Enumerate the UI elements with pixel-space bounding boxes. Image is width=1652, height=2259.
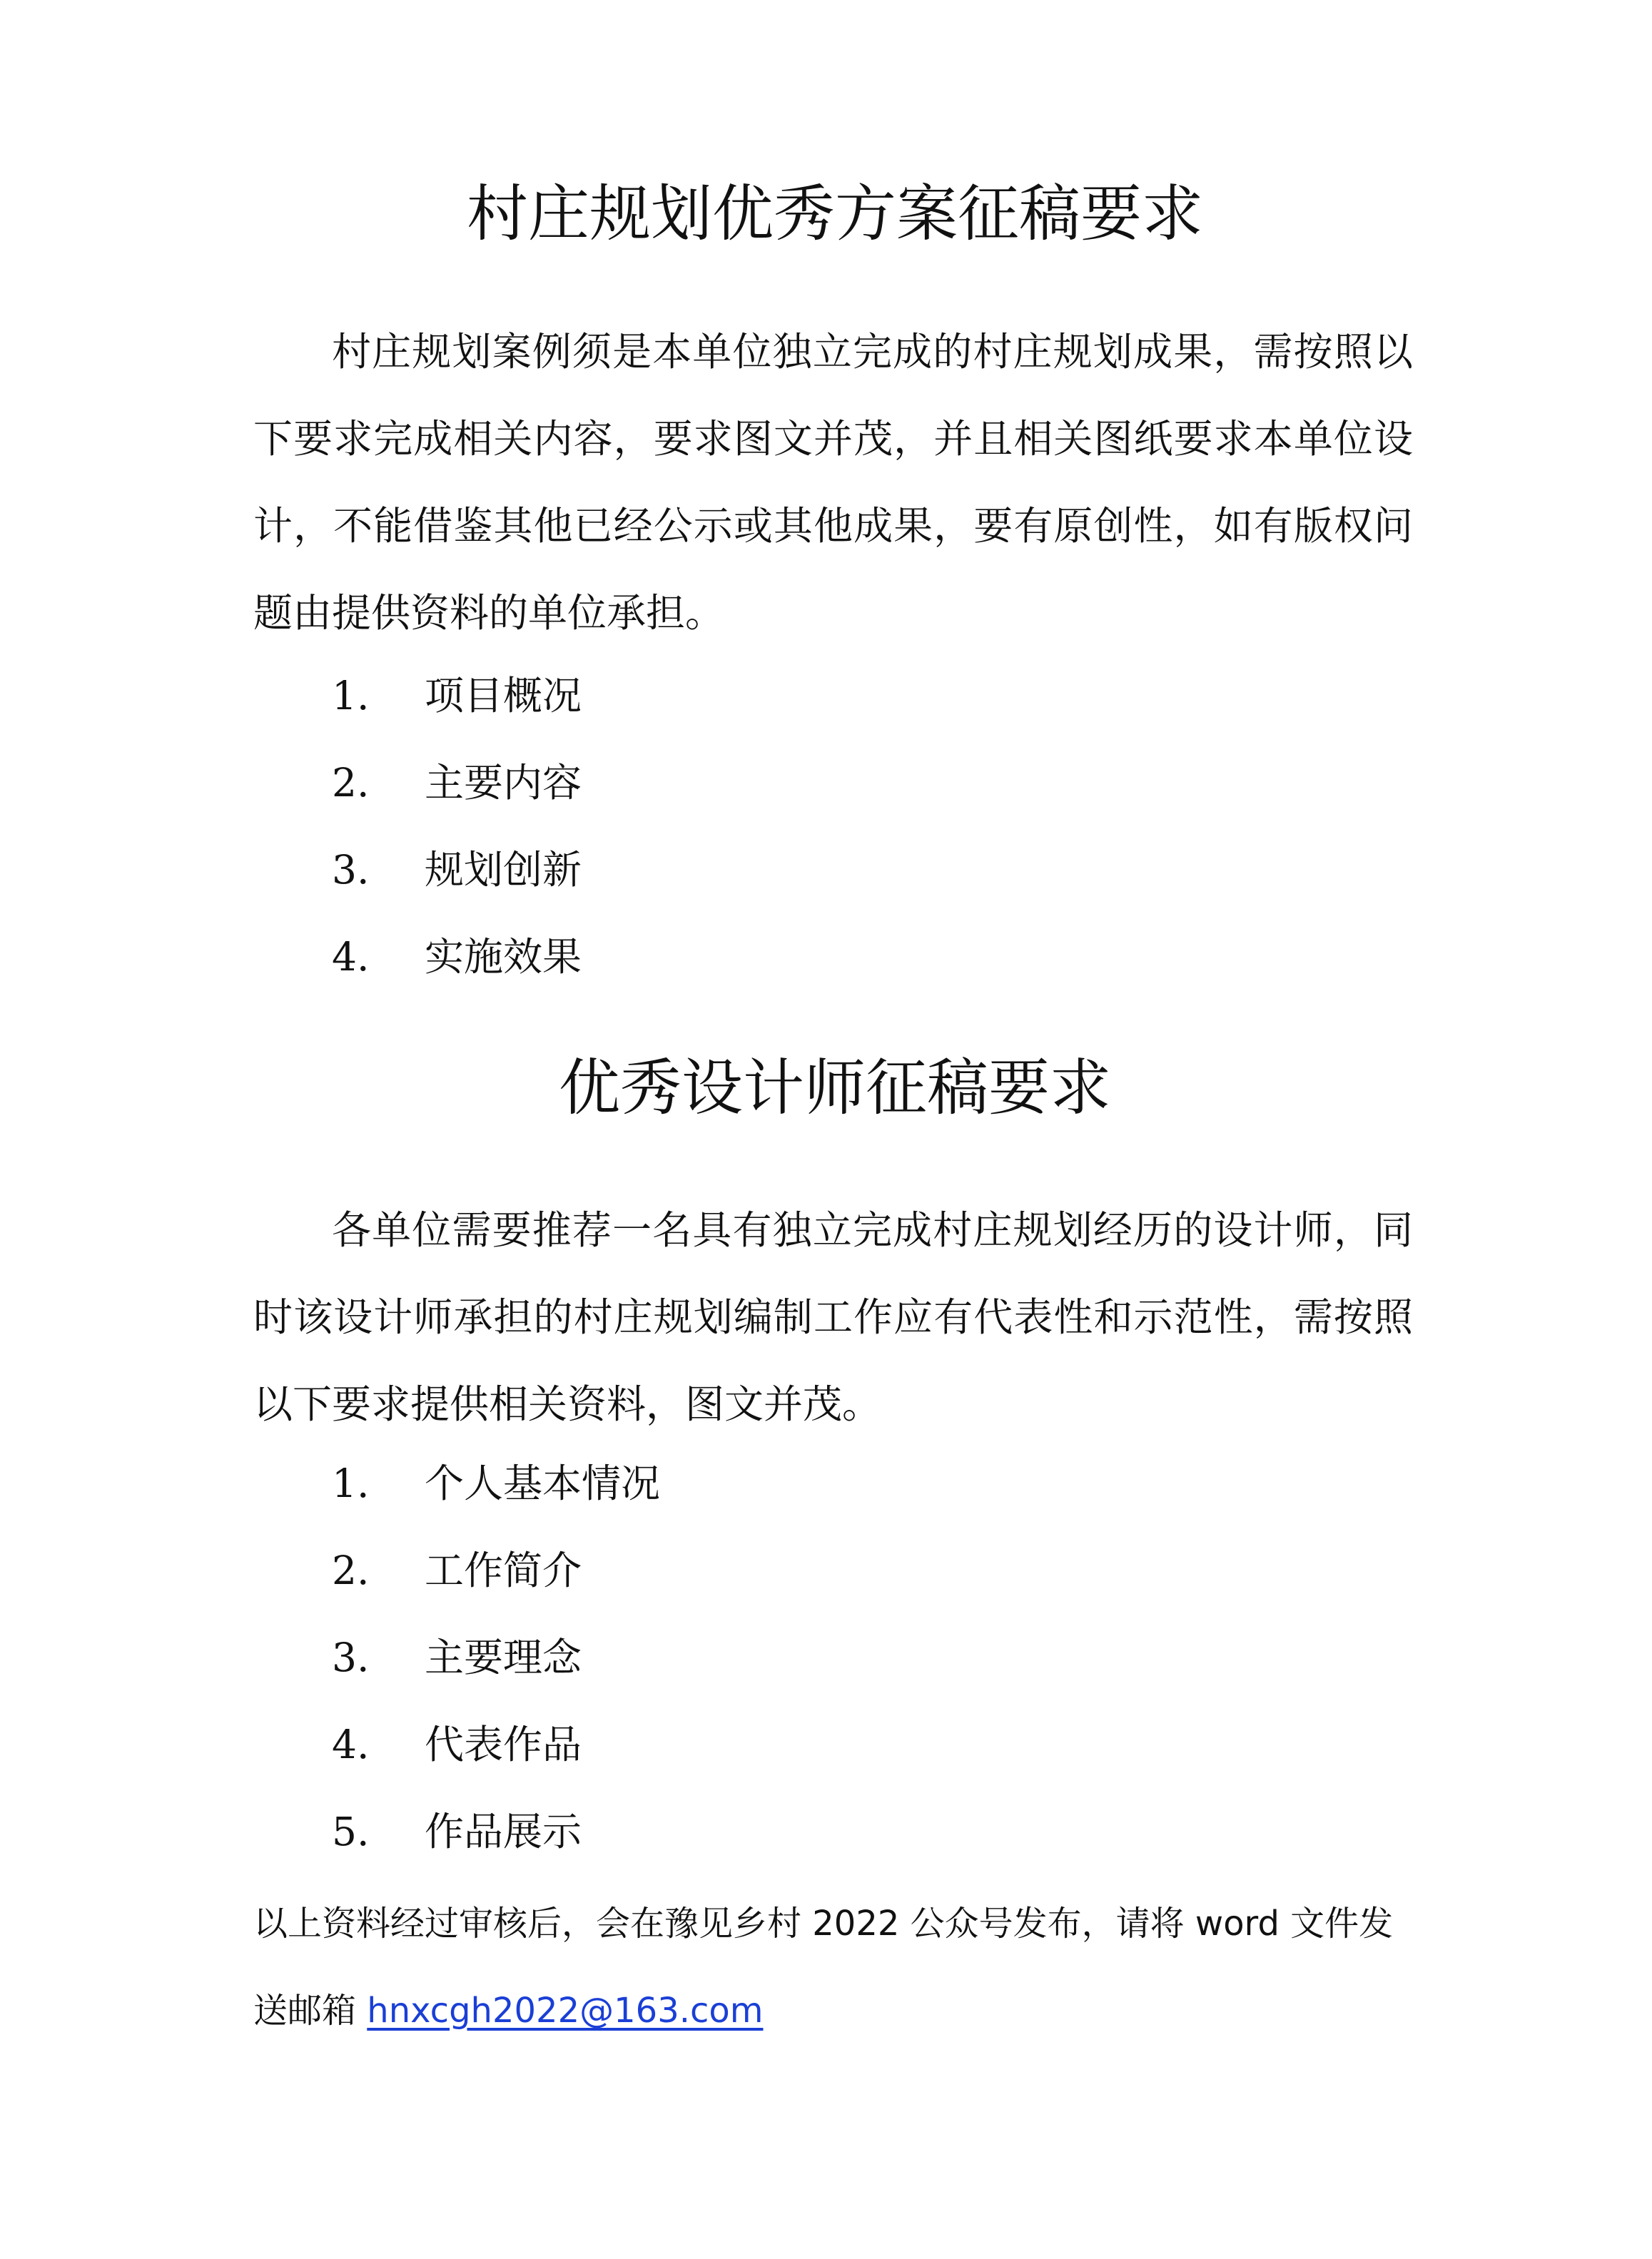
list-item-number: 3. <box>332 1635 370 1680</box>
list-item-text: 主要理念 <box>425 1635 582 1680</box>
list-item <box>332 1527 660 1614</box>
list-item-text: 项目概况 <box>425 673 582 719</box>
list-item <box>332 826 582 913</box>
list-item-text: 实施效果 <box>425 934 582 980</box>
email-link[interactable]: hnxcgh2022@163.com <box>367 1991 764 2031</box>
requirements-list-designer <box>332 1440 660 1875</box>
footer-email-line <box>253 1967 1424 2054</box>
list-item-text: 规划创新 <box>425 847 582 893</box>
footer-email-prefix: 送邮箱 <box>253 1991 368 2031</box>
list-item-text: 工作简介 <box>425 1548 582 1593</box>
list-item <box>332 1614 660 1701</box>
list-item-number: 2. <box>332 760 370 806</box>
list-item <box>332 739 582 826</box>
list-item-number: 4. <box>332 1722 370 1767</box>
list-item <box>332 1788 660 1875</box>
list-item <box>332 913 582 1000</box>
requirements-list-plan <box>332 652 582 1000</box>
section-paragraph-designer-submission: 各单位需要推荐一名具有独立完成村庄规划经历的设计师，同时该设计师承担的村庄规划编制工作应有代表性和示范性，需按照以下要求提供相关资料，图文并茂。 <box>253 1207 1413 1427</box>
list-item-text: 个人基本情况 <box>425 1461 661 1506</box>
list-item <box>332 1701 660 1788</box>
section-title-plan-submission: 村庄规划优秀方案征稿要求 <box>467 178 1203 250</box>
list-item <box>332 652 582 739</box>
list-item-number: 1. <box>332 673 370 719</box>
list-item-text: 主要内容 <box>425 760 582 806</box>
section-title-designer-submission: 优秀设计师征稿要求 <box>559 1052 1111 1124</box>
footer-note: 以上资料经过审核后，会在豫见乡村 2022 公众号发布，请将 word 文件发 <box>253 1904 1394 1944</box>
list-item <box>332 1440 660 1527</box>
list-item-number: 4. <box>332 934 370 980</box>
list-item-number: 1. <box>332 1461 370 1506</box>
list-item-number: 3. <box>332 847 370 893</box>
list-item-number: 2. <box>332 1548 370 1593</box>
list-item-text: 代表作品 <box>425 1722 582 1767</box>
section-paragraph-plan-submission: 村庄规划案例须是本单位独立完成的村庄规划成果，需按照以下要求完成相关内容，要求图文并茂，并且相关图纸要求本单位设计，不能借鉴其他已经公示或其他成果，要有原创性，如有版权问题由提供资料的单位承担。 <box>253 329 1413 636</box>
list-item-number: 5. <box>332 1809 370 1854</box>
list-item-text: 作品展示 <box>425 1809 582 1854</box>
